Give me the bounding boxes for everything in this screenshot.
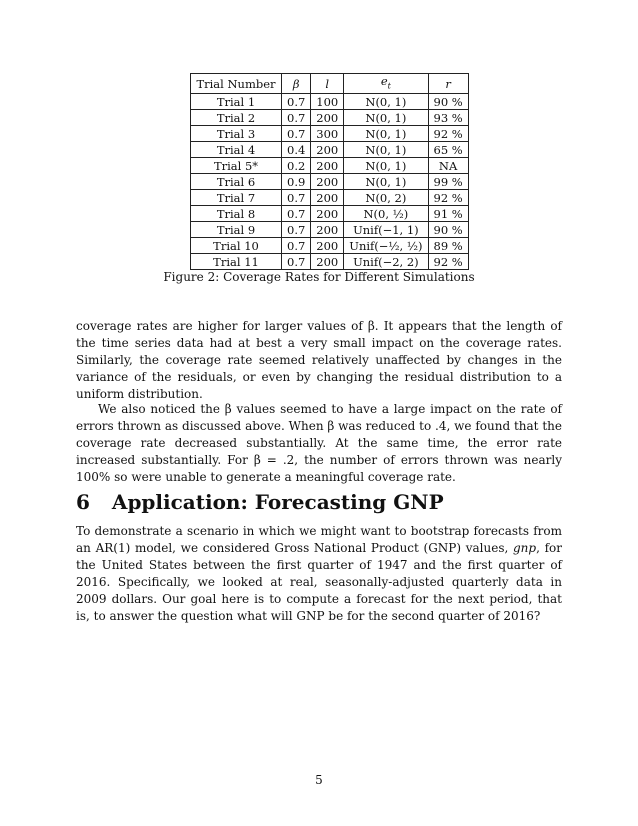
cell-e: Unif(−1, 1) — [344, 222, 428, 238]
cell-trial-number: Trial 5* — [191, 158, 282, 174]
cell-r: 90 % — [428, 222, 468, 238]
table-row — [191, 142, 469, 158]
cell-trial-number: Trial 8 — [191, 206, 282, 222]
table-row — [191, 126, 469, 142]
cell-r: 91 % — [428, 206, 468, 222]
cell-r: 90 % — [428, 94, 468, 110]
section-title: Application: Forecasting GNP — [111, 490, 444, 514]
cell-l: 300 — [311, 126, 344, 142]
table-row — [191, 222, 469, 238]
header-e — [344, 74, 428, 94]
cell-beta: 0.2 — [282, 158, 311, 174]
paragraph-beta-errors: We also noticed the β values seemed to have a large impact on the rate of errors thrown as discussed above. When β was reduced to .4, we found that the coverage rate decreased substantially. At the same time, the error rate increased substantially. For β = .2, the number of errors thrown was nearly 100% so were unable to generate a meaningful coverage rate. — [76, 402, 562, 484]
cell-trial-number: Trial 4 — [191, 142, 282, 158]
cell-beta: 0.7 — [282, 190, 311, 206]
cell-e: N(0, 1) — [344, 142, 428, 158]
gnp-variable: gnp — [513, 541, 537, 555]
cell-e: N(0, 1) — [344, 126, 428, 142]
cell-beta: 0.9 — [282, 174, 311, 190]
cell-beta: 0.7 — [282, 126, 311, 142]
header-e-symbol: e — [380, 74, 388, 88]
cell-r: 99 % — [428, 174, 468, 190]
table-row — [191, 238, 469, 254]
coverage-rates-table — [190, 73, 469, 270]
cell-beta: 0.7 — [282, 254, 311, 270]
cell-trial-number: Trial 9 — [191, 222, 282, 238]
cell-e: N(0, 1) — [344, 174, 428, 190]
cell-trial-number: Trial 1 — [191, 94, 282, 110]
figure-caption: Figure 2: Coverage Rates for Different Simulations — [163, 270, 475, 284]
cell-beta: 0.7 — [282, 110, 311, 126]
cell-e: Unif(−2, 2) — [344, 254, 428, 270]
paragraph-gnp-application — [76, 523, 562, 625]
cell-e: N(0, 1) — [344, 94, 428, 110]
header-l: l — [311, 74, 344, 94]
cell-beta: 0.7 — [282, 206, 311, 222]
header-beta: β — [282, 74, 311, 94]
cell-trial-number: Trial 6 — [191, 174, 282, 190]
cell-e: N(0, 1) — [344, 158, 428, 174]
cell-r: 92 % — [428, 190, 468, 206]
cell-beta: 0.7 — [282, 94, 311, 110]
cell-l: 200 — [311, 142, 344, 158]
cell-e: N(0, ½) — [344, 206, 428, 222]
cell-l: 200 — [311, 110, 344, 126]
section-heading — [76, 490, 444, 514]
table-row — [191, 254, 469, 270]
cell-trial-number: Trial 3 — [191, 126, 282, 142]
cell-trial-number: Trial 7 — [191, 190, 282, 206]
cell-l: 200 — [311, 254, 344, 270]
cell-l: 200 — [311, 206, 344, 222]
cell-r: 65 % — [428, 142, 468, 158]
table-row — [191, 190, 469, 206]
table-row — [191, 94, 469, 110]
cell-beta: 0.4 — [282, 142, 311, 158]
cell-trial-number: Trial 10 — [191, 238, 282, 254]
table-row — [191, 158, 469, 174]
paragraph-coverage-rates: coverage rates are higher for larger values of β. It appears that the length of the time series data had at best a very small impact on the coverage rates. Similarly, the coverage rate seemed relatively unaffected by changes in the variance of the residuals, or even by changing the residual distribution to a uniform distribution. — [76, 319, 562, 401]
cell-trial-number: Trial 2 — [191, 110, 282, 126]
paragraph-gnp-text-after: , for the United States between the first quarter of 1947 and the first quarter of 2016. Specifically, we looked at real, seasonally-adjusted quarterly data in 2009 dollars. Our goal here is to compute a forecast for the next period, that is, to answer the question what will GNP be for the second quarter of 2016? — [76, 541, 562, 623]
cell-r: 93 % — [428, 110, 468, 126]
cell-l: 200 — [311, 190, 344, 206]
table-row — [191, 174, 469, 190]
table-row — [191, 206, 469, 222]
cell-l: 200 — [311, 174, 344, 190]
cell-l: 200 — [311, 158, 344, 174]
header-e-subscript: t — [387, 81, 391, 91]
cell-beta: 0.7 — [282, 238, 311, 254]
page-number: 5 — [315, 773, 323, 787]
cell-beta: 0.7 — [282, 222, 311, 238]
cell-l: 200 — [311, 222, 344, 238]
header-trial-number: Trial Number — [191, 74, 282, 94]
cell-trial-number: Trial 11 — [191, 254, 282, 270]
cell-e: N(0, 2) — [344, 190, 428, 206]
table-body — [191, 94, 469, 270]
cell-l: 100 — [311, 94, 344, 110]
cell-r: 89 % — [428, 238, 468, 254]
table-header-row — [191, 74, 469, 94]
cell-l: 200 — [311, 238, 344, 254]
cell-r: 92 % — [428, 254, 468, 270]
paragraph-gnp-text-before: To demonstrate a scenario in which we might want to bootstrap forecasts from an AR(1) model, we considered Gross National Product (GNP) values, — [76, 524, 562, 555]
cell-r: NA — [428, 158, 468, 174]
cell-r: 92 % — [428, 126, 468, 142]
cell-e: Unif(−½, ½) — [344, 238, 428, 254]
cell-e: N(0, 1) — [344, 110, 428, 126]
section-number: 6 — [76, 490, 90, 514]
header-r: r — [428, 74, 468, 94]
table-row — [191, 110, 469, 126]
